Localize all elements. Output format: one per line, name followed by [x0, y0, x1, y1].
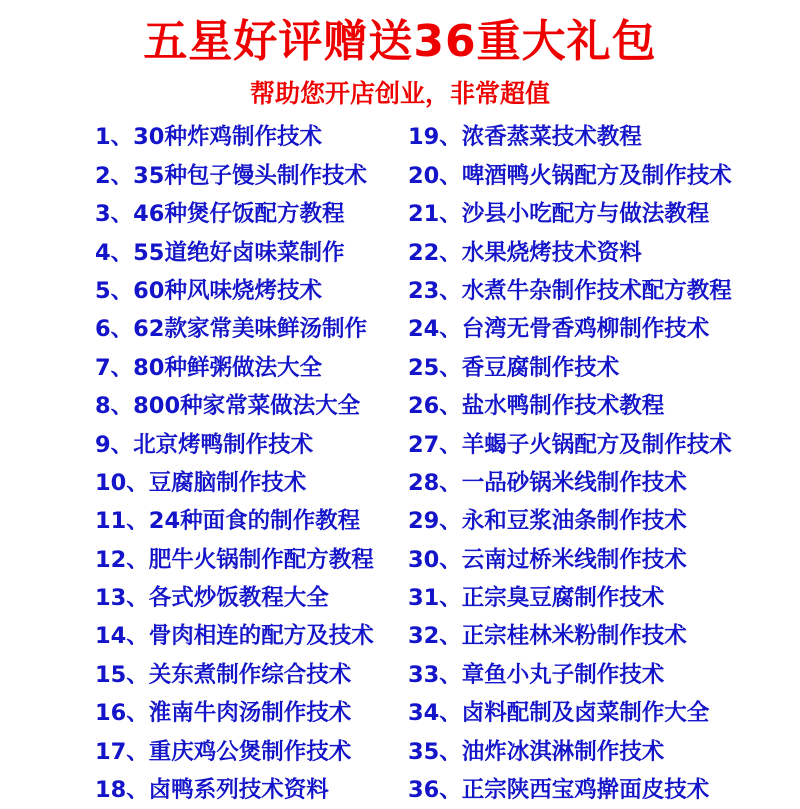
- list-item: 34、卤料配制及卤菜制作大全: [408, 700, 710, 727]
- list-item: 8、800种家常菜做法大全: [95, 393, 361, 420]
- gift-list-column-right: [400, 118, 800, 809]
- list-item: 9、北京烤鸭制作技术: [95, 431, 314, 458]
- list-item: 28、一品砂锅米线制作技术: [408, 469, 687, 496]
- list-item: 36、正宗陕西宝鸡擀面皮技术: [408, 777, 710, 804]
- list-item: 21、沙县小吃配方与做法教程: [408, 201, 710, 228]
- list-item: 17、重庆鸡公煲制作技术: [95, 738, 352, 765]
- list-item: 2、35种包子馒头制作技术: [95, 162, 367, 189]
- list-item: 7、80种鲜粥做法大全: [95, 354, 322, 381]
- list-item: 12、肥牛火锅制作配方教程: [95, 546, 374, 573]
- list-item: 19、浓香蒸菜技术教程: [408, 124, 642, 151]
- list-item: 4、55道绝好卤味菜制作: [95, 239, 345, 266]
- list-item: 33、章鱼小丸子制作技术: [408, 661, 665, 688]
- list-item: 15、关东煮制作综合技术: [95, 661, 352, 688]
- list-item: 31、正宗臭豆腐制作技术: [408, 585, 665, 612]
- list-item: 1、30种炸鸡制作技术: [95, 124, 322, 151]
- list-item: 35、油炸冰淇淋制作技术: [408, 738, 665, 765]
- gift-list: [0, 116, 800, 809]
- list-item: 29、永和豆浆油条制作技术: [408, 508, 687, 535]
- list-item: 23、水煮牛杂制作技术配方教程: [408, 277, 732, 304]
- poster-subtitle: 帮助您开店创业，非常超值: [249, 79, 550, 109]
- list-item: 10、豆腐脑制作技术: [95, 469, 307, 496]
- list-item: 11、24种面食的制作教程: [95, 508, 361, 535]
- list-item: 30、云南过桥米线制作技术: [408, 546, 687, 573]
- list-item: 6、62款家常美味鲜汤制作: [95, 316, 367, 343]
- list-item: 32、正宗桂林米粉制作技术: [408, 623, 687, 650]
- poster-title: 五星好评赠送36重大礼包: [143, 16, 657, 67]
- list-item: 26、盐水鸭制作技术教程: [408, 393, 665, 420]
- gift-list-column-left: [0, 118, 400, 809]
- list-item: 16、淮南牛肉汤制作技术: [95, 700, 352, 727]
- list-item: 25、香豆腐制作技术: [408, 354, 620, 381]
- list-item: 13、各式炒饭教程大全: [95, 585, 329, 612]
- list-item: 24、台湾无骨香鸡柳制作技术: [408, 316, 710, 343]
- list-item: 22、水果烧烤技术资料: [408, 239, 642, 266]
- list-item: 5、60种风味烧烤技术: [95, 277, 322, 304]
- list-item: 27、羊蝎子火锅配方及制作技术: [408, 431, 732, 458]
- list-item: 14、骨肉相连的配方及技术: [95, 623, 374, 650]
- list-item: 20、啤酒鸭火锅配方及制作技术: [408, 162, 732, 189]
- list-item: 18、卤鸭系列技术资料: [95, 777, 329, 804]
- list-item: 3、46种煲仔饭配方教程: [95, 201, 345, 228]
